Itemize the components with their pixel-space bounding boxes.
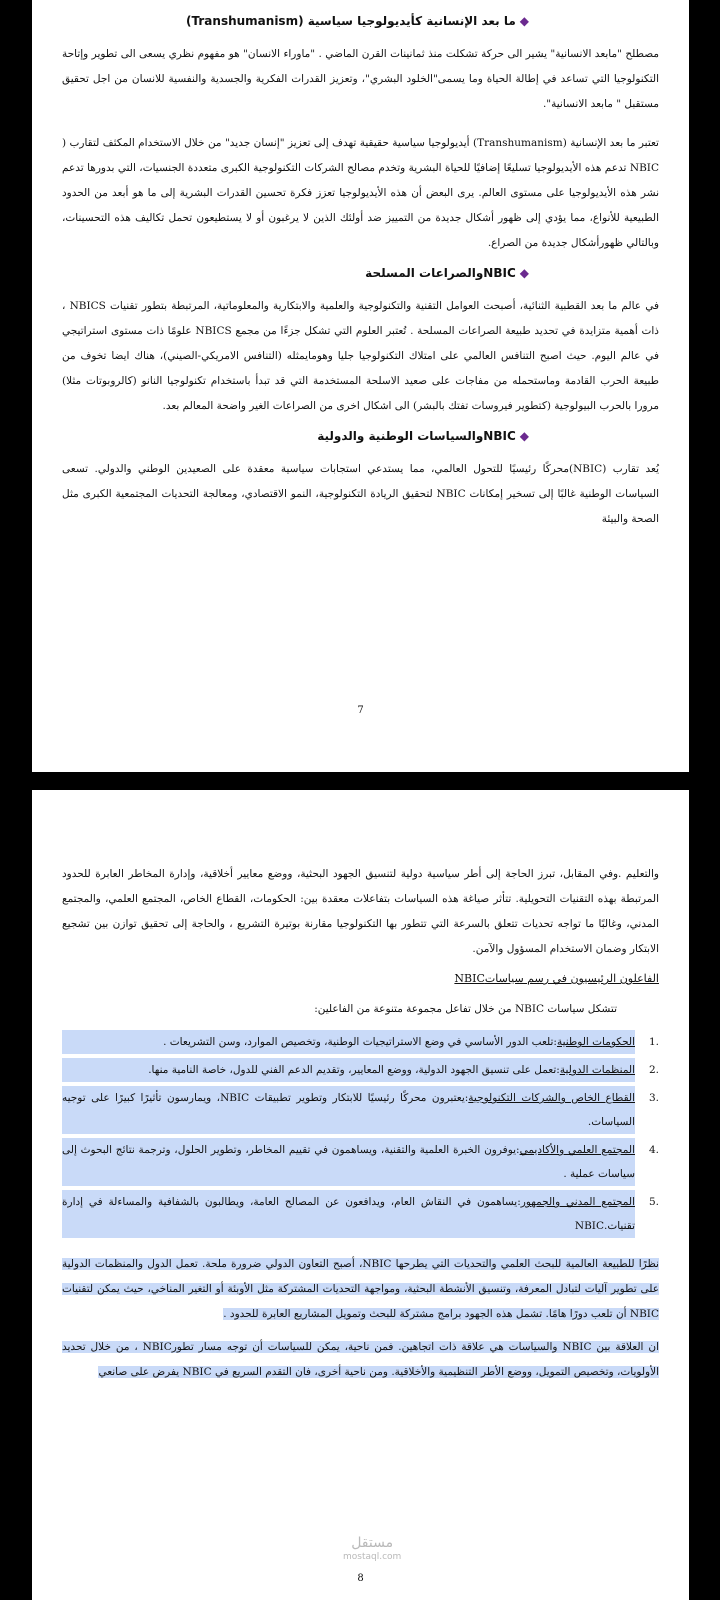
list-item-text: المجتمع المدني والجمهور:يساهمون في النقاش العام، ويدافعون عن المصالح العامة، ويطالبون بالشفافية والمساءلة في إدارة تقنيات.NBIC [62, 1190, 635, 1238]
list-number: 5. [648, 1196, 659, 1208]
document-page-8 [32, 790, 689, 1600]
actors-list [62, 1030, 659, 1238]
highlighted-text: نظرًا للطبيعة العالمية للبحث العلمي والتحديات التي يطرحها NBIC، أصبح التعاون الدولي ضرورة ملحة. تعمل الدول والمنظمات الدولية على تطوير آليات لتبادل المعرفة، وتنسيق الأنشطة البحثية، ومواجهة التحديات المشتركة مثل الأوبئة أو التغير المناخي، حيث يمكن لتقنيات NBIC أن تلعب دورًا هامًا. تشمل هذه الجهود برامج مشتركة للبحث وتمويل المشاريع العابرة للحدود . [62, 1258, 659, 1320]
list-item-text: المجتمع العلمي والأكاديمي:يوفرون الخبرة العلمية والتقنية، ويساهمون في تقييم المخاطر، وتطوير الحلول، وترجمة نتائج البحوث إلى سياسات عملية . [62, 1138, 635, 1186]
list-item [62, 1030, 659, 1054]
list-item [62, 1138, 659, 1186]
paragraph: في عالم ما بعد القطبية الثنائية، أصبحت العوامل التقنية والتكنولوجية والعلمية والابتكارية والمعلوماتية، المرتبطة بتطور تقنيات NBICS ، ذات أهمية متزايدة في تحديد طبيعة الصراعات المسلحة . تُعتبر العلوم التي تشكل جزءًا من مجمع NBICS علومًا ذات مستوى استراتيجي في عالم اليوم. حيث اصبح التنافس العالمي على امتلاك التكنولوجيا جليا وهومايمثله (التنافس الامريكي-الصيني)، هناك ايضا تخوف من طبيعة الحرب القادمة وماستحمله من مفاجات على صعيد الاسلحة المستخدمة التي قد تبدأ باستخدام تكنولوجيا النانو (كالروبوتات مثلا) مرورا بالحرب البيولوجية (كتطوير فيروسات تفتك بالبشر) الى اشكال اخرى من الصراعات الغير واضحة المعالم بعد. [62, 300, 659, 412]
list-number: 4. [648, 1144, 659, 1156]
section-heading-policies: ◆NBICوالسياسات الوطنية والدولية [317, 429, 529, 443]
list-intro: تتشكل سياسات NBIC من خلال تفاعل مجموعة متنوعة من الفاعلين: [314, 1003, 617, 1015]
paragraph: يُعد تقارب (NBIC)محركًا رئيسيًا للتحول العالمي، مما يستدعي استجابات سياسية معقدة على الصعيدين الوطني والدولي. تسعى السياسات الوطنية غالبًا إلى تسخير إمكانات NBIC لتحقيق الريادة التكنولوجية، النمو الاقتصادي، ومعالجة التحديات المجتمعية الكبرى مثل الصحة والبيئة [62, 463, 659, 525]
section-title-key-actors: الفاعلون الرئيسيون في رسم سياساتNBIC [454, 972, 659, 985]
list-number: 3. [648, 1092, 659, 1104]
paragraph: مصطلح "مابعد الانسانية" يشير الى حركة تشكلت منذ ثمانينات القرن الماضي . "ماوراء الانسان" هو مفهوم نظري يسعى الى تطوير وإتاحة التكنولوجيا التي تساعد في إطالة الحياة وما يسمى"الخلود البشري"، وتعزيز القدرات الفكرية والجسدية والنفسية للانسان من اجل تحقيق مستقبل " مابعد الانسانية". [62, 48, 659, 110]
list-number: 2. [648, 1064, 659, 1076]
list-item-term: المجتمع المدني والجمهور [520, 1196, 635, 1208]
list-item-term: المنظمات الدولية [559, 1064, 635, 1076]
section-heading-armed-conflicts: ◆NBICوالصراعات المسلحة [365, 266, 529, 280]
section-heading-transhumanism: ◆ما بعد الإنسانية كأيديولوجيا سياسية (Transhumanism) [186, 14, 529, 28]
paragraph: تعتبر ما بعد الإنسانية (Transhumanism) أيديولوجيا سياسية حقيقية تهدف إلى تعزيز "إنسان جديد" من خلال الاستخدام المكثف لتقارب ( NBIC تدعم هذه الأيديولوجيا تسليعًا إضافيًا للحياة البشرية وتخدم مصالح الشركات التكنولوجية الكبرى متعددة الجنسيات، التي بدورها تدعم نشر هذه الأيديولوجيا على مستوى العالم. يرى البعض أن هذه الأيديولوجيا تعزز فكرة تحسين القدرات البشرية إلى ما هو أبعد من الحدود الطبيعية للأنواع، مما يؤدي إلى ظهور أشكال جديدة من التمييز ضد أولئك الذين لا يرغبون أو لا يستطيعون تحمل تكاليف هذه التحسينات، وبالتالي ظهورأشكال جديدة من الصراع. [62, 137, 659, 249]
highlighted-text: ان العلاقة بين NBIC والسياسات هي علاقة ذات اتجاهين. فمن ناحية، يمكن للسياسات أن توجه مسار تطورNBIC ، من خلال تحديد الأولويات، وتخصيص التمويل، ووضع الأطر التنظيمية والأخلاقية. ومن ناحية أخرى، فان التقدم السريع في NBIC يفرض على صانعي [62, 1341, 659, 1378]
diamond-bullet-icon: ◆ [519, 266, 529, 280]
page-number: 8 [357, 1573, 364, 1584]
diamond-bullet-icon: ◆ [519, 14, 529, 28]
watermark-logo: مستقل mostaql.com [343, 1535, 402, 1562]
list-item-term: المجتمع العلمي والأكاديمي [519, 1144, 635, 1156]
list-item [62, 1058, 659, 1082]
list-item-text: القطاع الخاص والشركات التكنولوجية:يعتبرون محركًا رئيسيًا للابتكار وتطوير تطبيقات NBIC، ويمارسون تأثيرًا كبيرًا على توجيه السياسات. [62, 1086, 635, 1134]
document-page-7 [32, 0, 689, 772]
paragraph: والتعليم .وفي المقابل، تبرز الحاجة إلى أطر سياسية دولية لتنسيق الجهود البحثية، ووضع معايير أخلاقية، وإدارة المخاطر العابرة للحدود المرتبطة بهذه التقنيات التحويلية. تتأثر صياغة هذه السياسات بتفاعلات معقدة بين: الحكومات، القطاع الخاص، المجتمع العلمي، والمجتمع المدني، وغالبًا ما تواجه تحديات تتعلق بالسرعة التي تتطور بها التكنولوجيا مقارنة بوتيرة التشريع ، والحاجة إلى تحقيق توازن بين تشجيع الابتكار وضمان الاستخدام المسؤول والآمن. [62, 868, 659, 955]
list-number: 1. [648, 1036, 659, 1048]
list-item-term: الحكومات الوطنية [556, 1036, 635, 1048]
list-item-text: المنظمات الدولية:تعمل على تنسيق الجهود الدولية، ووضع المعايير، وتقديم الدعم الفني للدول، خاصة النامية منها. [62, 1058, 635, 1082]
list-item-text: الحكومات الوطنية:تلعب الدور الأساسي في وضع الاستراتيجيات الوطنية، وتخصيص الموارد، وسن التشريعات . [62, 1030, 635, 1054]
paragraph [62, 1335, 659, 1385]
list-item [62, 1190, 659, 1238]
page-number: 7 [357, 705, 364, 716]
list-item [62, 1086, 659, 1134]
list-item-term: القطاع الخاص والشركات التكنولوجية [468, 1092, 635, 1104]
diamond-bullet-icon: ◆ [519, 429, 529, 443]
paragraph [62, 1252, 659, 1327]
